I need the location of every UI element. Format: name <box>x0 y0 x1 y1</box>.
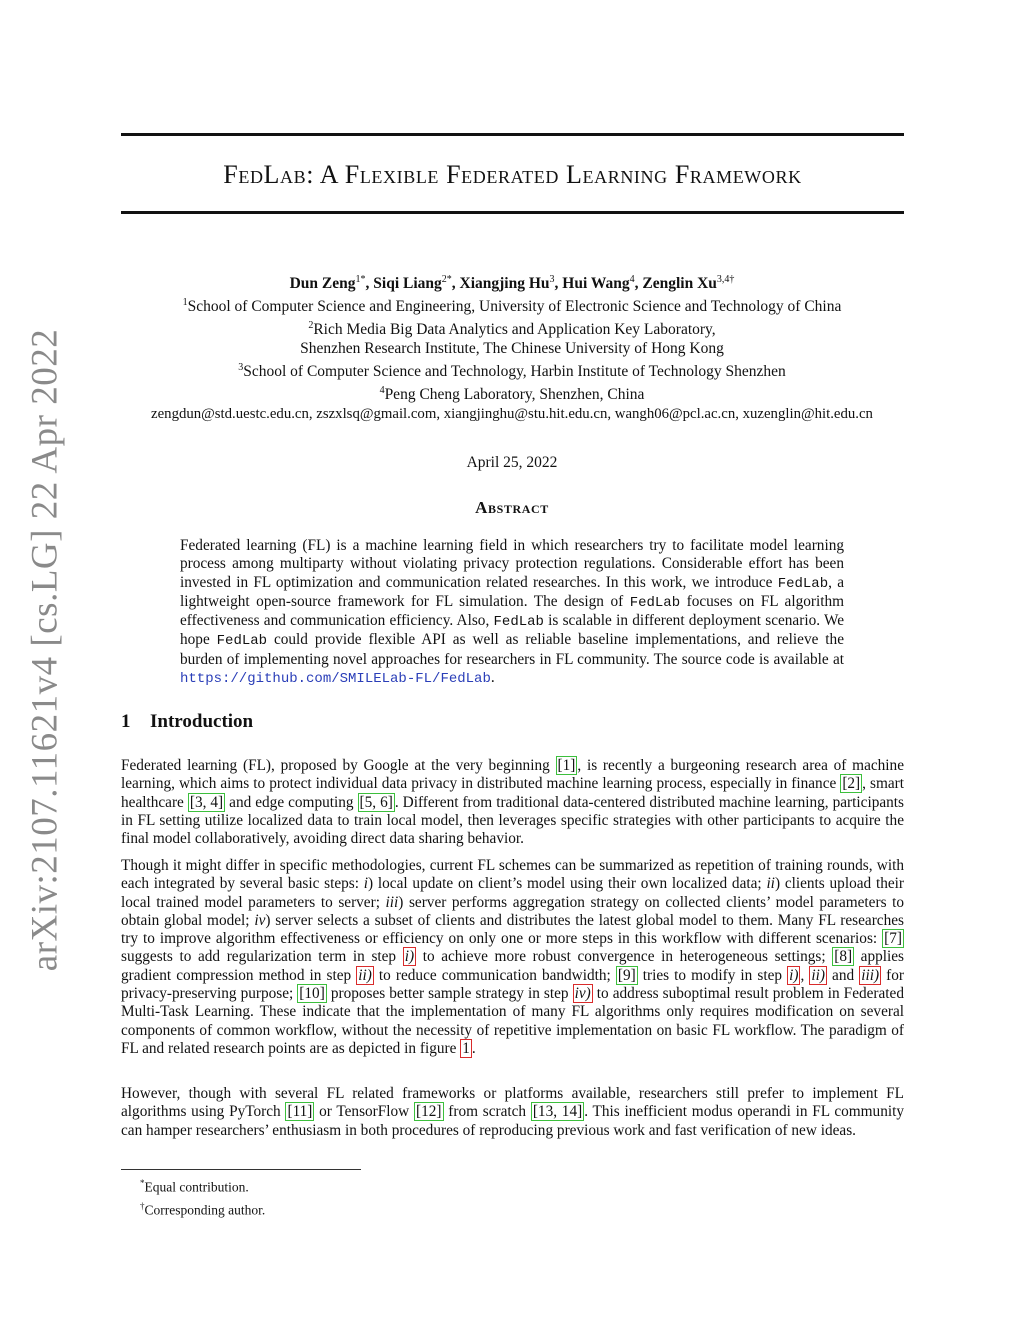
intro-paragraph-1 <box>121 757 904 848</box>
text-span: and edge computing <box>225 793 358 811</box>
affiliation-1 <box>0 294 1024 317</box>
citation-link[interactable]: [12] <box>416 1103 442 1121</box>
text-span: ) server performs aggregation strategy on collected clients’ model parameters to obtain global model; <box>121 893 905 929</box>
citation-link[interactable]: [9] <box>617 966 636 984</box>
footnote-mark: † <box>140 1200 145 1211</box>
affil-text: Peng Cheng Laboratory, Shenzhen, China <box>384 385 645 403</box>
author-name: Hui Wang <box>562 275 630 293</box>
step-label: ii <box>766 875 775 893</box>
citation-link[interactable]: [11] <box>287 1103 313 1121</box>
text-span: Though it might differ in specific methodologies, current FL schemes can be summarized as repetition of training rounds, with each integrated by several basic steps: <box>121 857 904 893</box>
citation-link[interactable]: [1] <box>557 757 576 774</box>
text-span: for privacy-preserving purpose; <box>121 966 904 1003</box>
section-heading <box>121 711 253 733</box>
step-label: iii <box>385 893 399 911</box>
author-affil-sup: 3,4† <box>716 274 735 285</box>
affil-sup: 2 <box>308 319 314 331</box>
affil-text: Rich Media Big Data Analytics and Application Key Laboratory, <box>313 321 716 339</box>
citation-link[interactable]: [10] <box>299 985 325 1003</box>
text-span: suggests to add regularization term in step <box>121 948 403 966</box>
code-fedlab: FedLab <box>493 614 544 631</box>
figure-ref-link[interactable]: 1 <box>462 1039 470 1057</box>
footnote-rule <box>121 1169 361 1170</box>
footnotes <box>140 1174 265 1219</box>
author-block <box>0 271 1024 423</box>
text-span: from scratch <box>443 1103 531 1121</box>
abstract-heading: Abstract <box>475 498 549 517</box>
abstract-text <box>180 537 844 688</box>
text-span: proposes better sample strategy in step <box>326 985 573 1003</box>
author-emails: zengdun@std.uestc.edu.cn, zszxlsq@gmail.com, xiangjinghu@stu.hit.edu.cn, wangh06@pcl.ac.cn, xuzenglin@hit.edu.cn <box>151 405 873 422</box>
arxiv-sidebar <box>0 328 90 972</box>
text-span: ) server selects a subset of clients and distributes the latest global model to them. Many FL researches try to improve algorithm effectiveness or efficiency on only one or more steps in this workflow with different scenarios: <box>121 911 904 948</box>
author-affil-sup: 2* <box>441 274 452 285</box>
author-names: Dun Zeng$^{1*}$, Siqi Liang$^{2*}$, Xiangjing Hu$^3$, Hui Wang$^4$, Zenglin $Xu^{3,4\dagger}$ <box>289 274 735 293</box>
text-span: ) local update on client’s model using their own localized data; <box>368 875 767 893</box>
step-ref-link[interactable]: i) <box>404 948 415 966</box>
citation-link[interactable]: [2] <box>842 775 861 793</box>
abstract-span: . <box>490 669 495 687</box>
title-rule-bottom <box>121 211 904 214</box>
github-link[interactable]: https://github.com/SMILELab-FL/FedLab <box>180 671 491 688</box>
footnote-text: Equal contribution. <box>144 1179 249 1195</box>
author-name: Siqi Liang <box>373 275 442 293</box>
paper-date: April 25, 2022 <box>466 454 558 471</box>
affiliation-2-cont: Shenzhen Research Institute, The Chinese University of Hong Kong <box>300 339 724 357</box>
text-span: . <box>471 1039 476 1057</box>
text-span: , is recently a burgeoning research area of machine learning, which aims to protect individual data privacy in distributed machine learning process, especially in finance <box>121 757 904 793</box>
affil-sup: 3 <box>238 361 244 373</box>
text-span: , <box>800 966 810 984</box>
step-ref-link[interactable]: iii) <box>861 966 880 984</box>
text-span: . This inefficient modus operandi in FL community can hamper researchers’ enthusiasm in both procedures of reproducing previous work and fast verification of new ideas. <box>121 1103 904 1139</box>
abstract-span: , a lightweight open-source framework for FL simulation. The design of <box>180 573 844 610</box>
author-name: Dun Zeng <box>289 275 356 293</box>
author-name: Xiangjing Hu <box>459 275 550 293</box>
affiliation-3 <box>0 359 1024 382</box>
affiliation-4 <box>0 382 1024 405</box>
affiliation-2 <box>0 317 1024 340</box>
step-label: i <box>363 875 369 893</box>
arxiv-identifier: arXiv:2107.11621v4 [cs.LG] 22 Apr 2022 <box>24 328 66 972</box>
text-span: . Different from traditional data-centered distributed machine learning, participants in FL setting utilize localized data to train local model, then leverages specific strategies with other participants to acquire the final model collaboratively, avoiding direct data sharing behavior. <box>121 793 904 848</box>
step-ref-link[interactable]: iv) <box>574 985 591 1003</box>
text-span: Federated learning (FL), proposed by Google at the very beginning <box>121 757 556 774</box>
step-label: iv <box>254 911 266 929</box>
text-span: tries to modify in step <box>637 966 788 984</box>
text-span: , smart healthcare <box>121 775 904 811</box>
footnote-corresponding-author <box>140 1197 265 1220</box>
text-span: to address suboptimal result problem in Federated Multi-Task Learning. These indicate that the implementation of many FL algorithms only requires modification on several components of common workflow, without the necessity of repetitive implementation on basic FL workflow. The paradigm of FL and related research points are as depicted in figure <box>121 985 904 1057</box>
author-affil-sup: 1* <box>355 274 366 285</box>
abstract-span: Federated learning (FL) is a machine learning field in which researchers try to facilitate model learning process among multiparty without violating privacy protection regulations. Considerable effort has been invested in FL optimization and communication related researches. In this work, we introduce <box>180 537 844 591</box>
text-span: to reduce communication bandwidth; <box>373 966 616 984</box>
affil-text: School of Computer Science and Technology, Harbin Institute of Technology Shenzhen <box>243 362 786 380</box>
affil-sup: 1 <box>182 296 188 308</box>
code-fedlab: FedLab <box>777 575 829 592</box>
text-span: and <box>826 966 860 984</box>
author-name: Zenglin Xu <box>642 275 717 293</box>
intro-paragraph-3 <box>121 1085 904 1140</box>
affil-sup: 4 <box>379 384 385 396</box>
code-fedlab: FedLab <box>629 594 681 611</box>
text-span: However, though with several FL related frameworks or platforms available, researchers still prefer to implement FL algorithms using PyTorch <box>121 1085 904 1121</box>
step-ref-link[interactable]: ii) <box>811 966 825 984</box>
section-number: 1 <box>121 711 131 732</box>
citation-link[interactable]: [3, 4] <box>189 793 224 811</box>
footnote-text: Corresponding author. <box>144 1202 266 1217</box>
code-fedlab: FedLab <box>216 633 268 650</box>
text-span: applies gradient compression method in step <box>121 948 905 984</box>
author-affil-sup: 4 <box>629 274 635 285</box>
footnote-mark: * <box>140 1178 145 1188</box>
intro-paragraph-2 <box>121 857 904 1058</box>
citation-link[interactable]: [13, 14] <box>532 1103 583 1121</box>
citation-link[interactable]: [7] <box>884 930 902 948</box>
text-span: ) clients upload their local trained model parameters to server; <box>121 875 904 911</box>
abstract-span: focuses on FL algorithm effectiveness and communication efficiency. Also, <box>180 592 845 630</box>
text-span: to achieve more robust convergence in heterogeneous settings; <box>416 948 833 966</box>
footnote-equal-contribution <box>140 1174 265 1197</box>
abstract-span: is scalable in different deployment scenario. We hope <box>180 612 844 649</box>
step-ref-link[interactable]: ii) <box>358 966 372 984</box>
author-affil-sup: 3 <box>549 274 555 285</box>
text-span: or TensorFlow <box>314 1103 414 1121</box>
section-title: Introduction <box>150 711 254 732</box>
abstract-span: could provide flexible API as well as reliable baseline implementations, and relieve the burden of implementing novel approaches for researchers in FL community. The source code is available at <box>180 631 844 668</box>
citation-link[interactable]: [8] <box>834 948 853 966</box>
paper-title: FedLab: A Flexible Federated Learning Framework <box>223 160 802 189</box>
affil-text: School of Computer Science and Engineering, University of Electronic Science and Technology of China <box>187 298 842 316</box>
title-rule-top <box>121 133 904 136</box>
step-ref-link[interactable]: i) <box>789 966 799 984</box>
citation-link[interactable]: [5, 6] <box>359 793 393 811</box>
